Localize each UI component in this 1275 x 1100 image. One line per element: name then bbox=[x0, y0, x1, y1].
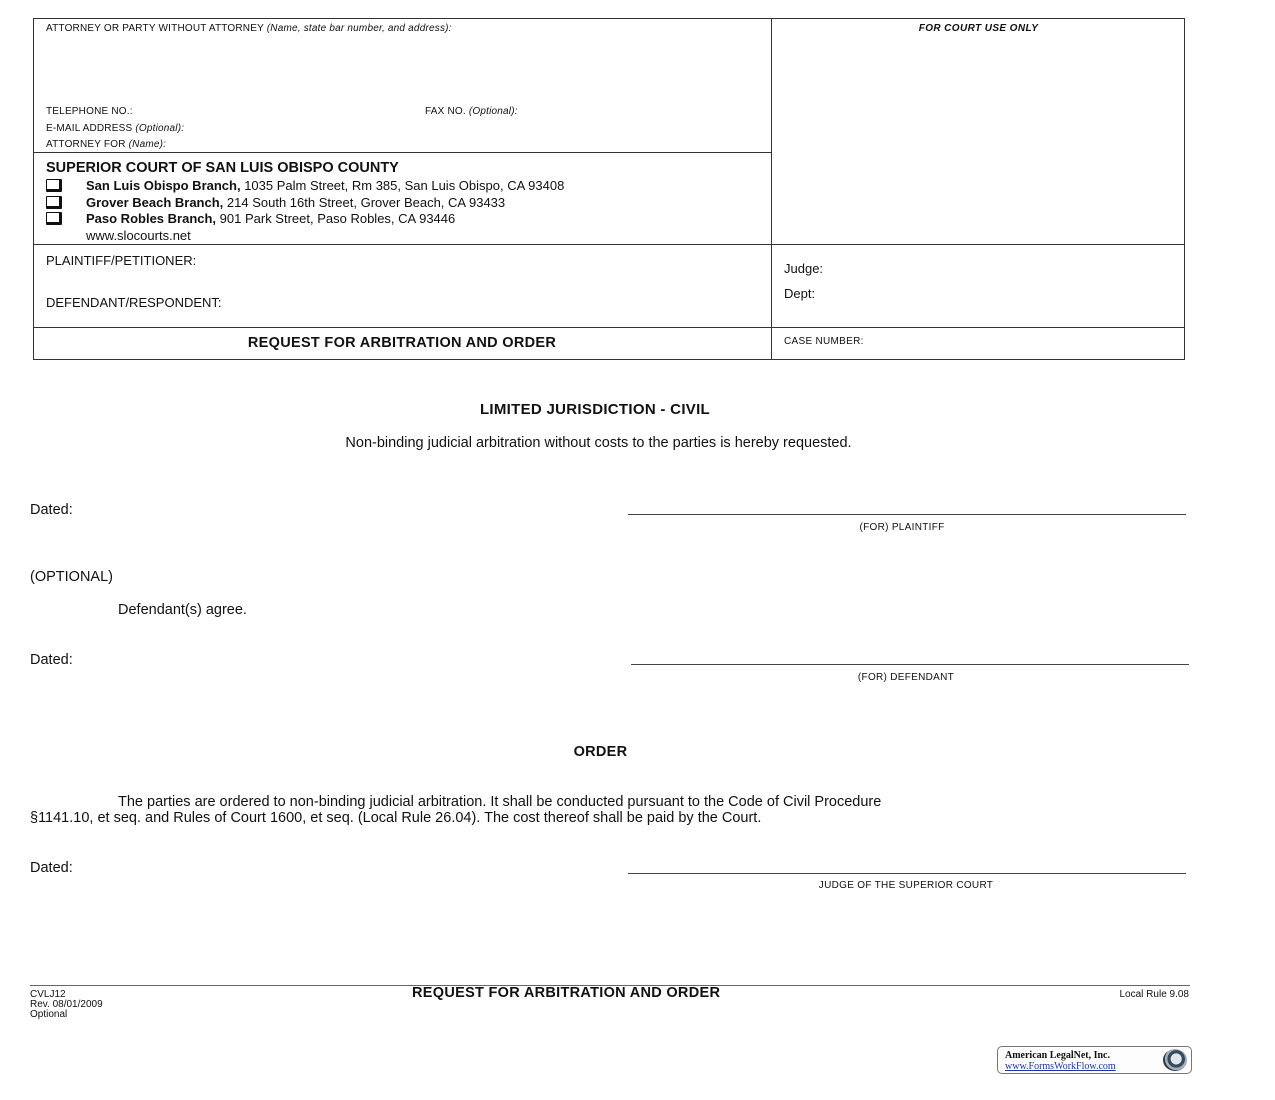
order-dated-label: Dated: bbox=[30, 860, 73, 876]
fax-field[interactable] bbox=[425, 106, 518, 117]
attorney-for-field[interactable] bbox=[46, 139, 166, 150]
email-field[interactable] bbox=[46, 123, 184, 134]
case-number-field[interactable] bbox=[784, 331, 1174, 357]
branch-checkbox-san-luis-obispo[interactable] bbox=[46, 179, 62, 192]
branch-checkbox-grover-beach[interactable] bbox=[46, 196, 62, 209]
caption-divider-vertical bbox=[771, 18, 772, 360]
branch-paso-robles bbox=[86, 211, 455, 226]
caption-divider-court bbox=[33, 244, 1185, 245]
defendant-dated-label: Dated: bbox=[30, 652, 73, 668]
branch-name: Paso Robles Branch, bbox=[86, 211, 217, 226]
court-use-only-label: FOR COURT USE ONLY bbox=[918, 23, 1039, 34]
judge-label: Judge: bbox=[784, 261, 824, 276]
branch-address: 214 South 16th Street, Grover Beach, CA 93433 bbox=[223, 195, 506, 210]
footer-revision: Rev. 08/01/2009 bbox=[30, 999, 103, 1010]
dept-field[interactable] bbox=[784, 286, 815, 301]
telephone-field[interactable] bbox=[46, 106, 133, 117]
telephone-label: TELEPHONE NO.: bbox=[46, 106, 133, 117]
form-title: REQUEST FOR ARBITRATION AND ORDER bbox=[247, 335, 557, 351]
globe-icon bbox=[1163, 1049, 1187, 1071]
plaintiff-dated-label: Dated: bbox=[30, 502, 73, 518]
fax-hint: (Optional): bbox=[468, 106, 518, 117]
footer-form-code: CVLJ12 bbox=[30, 989, 66, 1000]
fax-label: FAX NO. bbox=[425, 106, 466, 117]
request-statement: Non-binding judicial arbitration without costs to the parties is hereby requested. bbox=[345, 435, 852, 451]
branch-address: 1035 Palm Street, Rm 385, San Luis Obispo, CA 93408 bbox=[240, 178, 565, 193]
email-label: E-MAIL ADDRESS bbox=[46, 123, 133, 134]
branch-grover-beach bbox=[86, 195, 505, 210]
plaintiff-signature-line[interactable] bbox=[628, 514, 1186, 515]
defendant-signature-line[interactable] bbox=[631, 664, 1189, 665]
attorney-field[interactable] bbox=[46, 23, 452, 34]
judge-signature-caption: JUDGE OF THE SUPERIOR COURT bbox=[818, 880, 994, 891]
defendant-agree-statement: Defendant(s) agree. bbox=[118, 602, 247, 618]
footer-title: REQUEST FOR ARBITRATION AND ORDER bbox=[412, 985, 721, 1001]
attorney-for-label: ATTORNEY FOR bbox=[46, 139, 126, 150]
branch-address: 901 Park Street, Paso Robles, CA 93446 bbox=[216, 211, 456, 226]
branch-checkbox-paso-robles[interactable] bbox=[46, 212, 62, 225]
order-heading: ORDER bbox=[573, 744, 628, 760]
plaintiff-label: PLAINTIFF/PETITIONER: bbox=[46, 253, 197, 268]
case-number-label: CASE NUMBER: bbox=[784, 336, 864, 347]
court-name: SUPERIOR COURT OF SAN LUIS OBISPO COUNTY bbox=[46, 160, 399, 176]
logo-company-name: American LegalNet, Inc. bbox=[1005, 1050, 1110, 1061]
logo-url-link[interactable]: www.FormsWorkFlow.com bbox=[1005, 1061, 1116, 1072]
dept-label: Dept: bbox=[784, 286, 816, 301]
defendant-field[interactable] bbox=[46, 295, 222, 310]
section-heading-limited-jurisdiction: LIMITED JURISDICTION - CIVIL bbox=[479, 401, 711, 418]
footer-form-info bbox=[30, 990, 103, 1020]
order-text-line-1: The parties are ordered to non-binding judicial arbitration. It shall be conducted pursuant to the Code of Civil Procedure bbox=[118, 794, 882, 810]
branch-san-luis-obispo bbox=[86, 178, 564, 193]
defendant-signature-caption: (FOR) DEFENDANT bbox=[857, 672, 955, 683]
branch-name: Grover Beach Branch, bbox=[86, 195, 224, 210]
order-text-line-2: §1141.10, et seq. and Rules of Court 1600, et seq. (Local Rule 26.04). The cost thereof shall be paid by the Court. bbox=[30, 810, 762, 826]
attorney-for-hint: (Name): bbox=[128, 139, 167, 150]
optional-label: (OPTIONAL) bbox=[30, 569, 113, 585]
court-website: www.slocourts.net bbox=[86, 228, 191, 243]
judge-signature-line[interactable] bbox=[628, 873, 1186, 874]
caption-divider-parties bbox=[33, 327, 1185, 328]
caption-divider-attorney bbox=[33, 152, 771, 153]
plaintiff-field[interactable] bbox=[46, 253, 196, 268]
email-hint: (Optional): bbox=[135, 123, 185, 134]
plaintiff-signature-caption: (FOR) PLAINTIFF bbox=[859, 522, 945, 533]
defendant-label: DEFENDANT/RESPONDENT: bbox=[46, 295, 222, 310]
american-legalnet-logo[interactable] bbox=[997, 1046, 1192, 1074]
branch-name: San Luis Obispo Branch, bbox=[86, 178, 241, 193]
attorney-label: ATTORNEY OR PARTY WITHOUT ATTORNEY bbox=[46, 23, 264, 34]
footer-status: Optional bbox=[30, 1009, 68, 1020]
judge-field[interactable] bbox=[784, 261, 823, 276]
footer-local-rule: Local Rule 9.08 bbox=[1119, 989, 1189, 1000]
attorney-hint: (Name, state bar number, and address): bbox=[266, 23, 452, 34]
